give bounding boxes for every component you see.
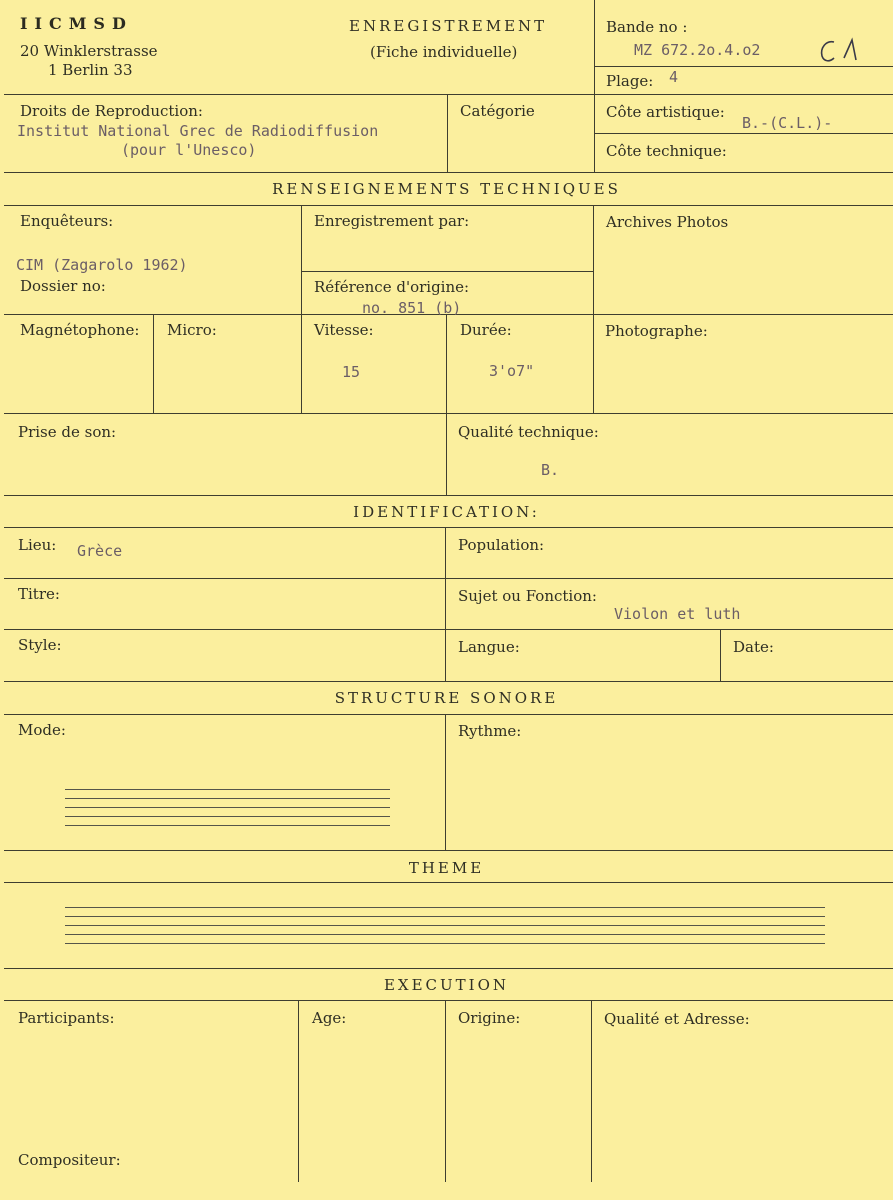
rights-value-line2: (pour l'Unesco) <box>121 141 257 159</box>
qualite-value: B. <box>541 461 560 479</box>
date-label: Date: <box>733 638 774 656</box>
section-title-theme: THEME <box>408 859 485 877</box>
duree-label: Durée: <box>460 321 512 339</box>
rule <box>594 133 893 134</box>
rule <box>594 66 893 67</box>
form-title: ENREGISTREMENT <box>349 17 548 35</box>
rule <box>4 882 893 883</box>
rule <box>301 205 302 413</box>
style-label: Style: <box>18 636 62 654</box>
rule <box>593 205 594 413</box>
rule <box>720 629 721 681</box>
bande-label: Bande no : <box>606 18 688 36</box>
address-line2: 1 Berlin 33 <box>48 61 133 79</box>
rule <box>445 1000 446 1182</box>
langue-label: Langue: <box>458 638 520 656</box>
address-line1: 20 Winklerstrasse <box>20 42 158 60</box>
cote-artistique-value: B.-(C.L.)- <box>742 114 833 132</box>
cote-technique-label: Côte technique: <box>606 142 727 160</box>
dossier-label: Dossier no: <box>20 277 106 295</box>
rule <box>4 94 893 95</box>
rule <box>445 714 446 850</box>
categorie-label: Catégorie <box>460 102 535 120</box>
qualite-label: Qualité technique: <box>458 423 599 441</box>
origine-label: Origine: <box>458 1009 521 1027</box>
sujet-value: Violon et luth <box>614 605 741 623</box>
rule <box>298 1000 299 1182</box>
magnetophone-label: Magnétophone: <box>20 321 140 339</box>
rule <box>153 314 154 413</box>
rule <box>301 271 594 272</box>
vitesse-value: 15 <box>342 363 361 381</box>
photographe-label: Photographe: <box>605 322 708 340</box>
section-title-structure: STRUCTURE SONORE <box>334 689 559 707</box>
rights-value-line1: Institut National Grec de Radiodiffusion <box>17 122 379 140</box>
mode-label: Mode: <box>18 721 66 739</box>
cote-artistique-label: Côte artistique: <box>606 103 725 121</box>
rule <box>4 714 893 715</box>
plage-label: Plage: <box>606 72 654 90</box>
rythme-label: Rythme: <box>458 722 522 740</box>
bande-value: MZ 672.2o.4.o2 <box>634 41 761 59</box>
institution-logo: IICMSD <box>20 14 133 33</box>
rule <box>4 850 893 851</box>
section-title-technique: RENSEIGNEMENTS TECHNIQUES <box>272 180 621 198</box>
rule <box>4 968 893 969</box>
qualite-adresse-label: Qualité et Adresse: <box>604 1010 750 1028</box>
rule <box>4 205 893 206</box>
reference-label: Référence d'origine: <box>314 278 470 296</box>
compositeur-label: Compositeur: <box>18 1151 121 1169</box>
prise-label: Prise de son: <box>18 423 117 441</box>
rule <box>447 94 448 172</box>
rule <box>4 527 893 528</box>
vitesse-label: Vitesse: <box>314 321 374 339</box>
plage-value: 4 <box>669 68 679 86</box>
archives-label: Archives Photos <box>606 213 729 231</box>
rule <box>4 629 893 630</box>
rule <box>4 172 893 173</box>
reference-value: no. 851 (b) <box>362 299 462 317</box>
section-title-identification: IDENTIFICATION: <box>353 503 540 521</box>
rule <box>4 1000 893 1001</box>
age-label: Age: <box>312 1009 347 1027</box>
form-subtitle: (Fiche individuelle) <box>370 43 518 61</box>
lieu-label: Lieu: <box>18 536 57 554</box>
rights-label: Droits de Reproduction: <box>20 102 203 120</box>
lieu-value: Grèce <box>77 542 123 560</box>
sujet-label: Sujet ou Fonction: <box>458 587 597 605</box>
section-title-execution: EXECUTION <box>383 976 510 994</box>
enqueteurs-value: CIM (Zagarolo 1962) <box>16 256 188 274</box>
rule <box>4 413 893 414</box>
micro-label: Micro: <box>167 321 217 339</box>
population-label: Population: <box>458 536 545 554</box>
rule <box>591 1000 592 1182</box>
rule <box>4 681 893 682</box>
duree-value: 3'o7" <box>489 362 535 380</box>
rule <box>4 578 893 579</box>
titre-label: Titre: <box>18 585 60 603</box>
rule <box>445 527 446 681</box>
enqueteurs-label: Enquêteurs: <box>20 212 114 230</box>
rule <box>594 0 595 172</box>
participants-label: Participants: <box>18 1009 115 1027</box>
enregistrement-par-label: Enregistrement par: <box>314 212 470 230</box>
rule <box>4 495 893 496</box>
handwritten-mark <box>818 36 866 66</box>
rule <box>446 314 447 495</box>
